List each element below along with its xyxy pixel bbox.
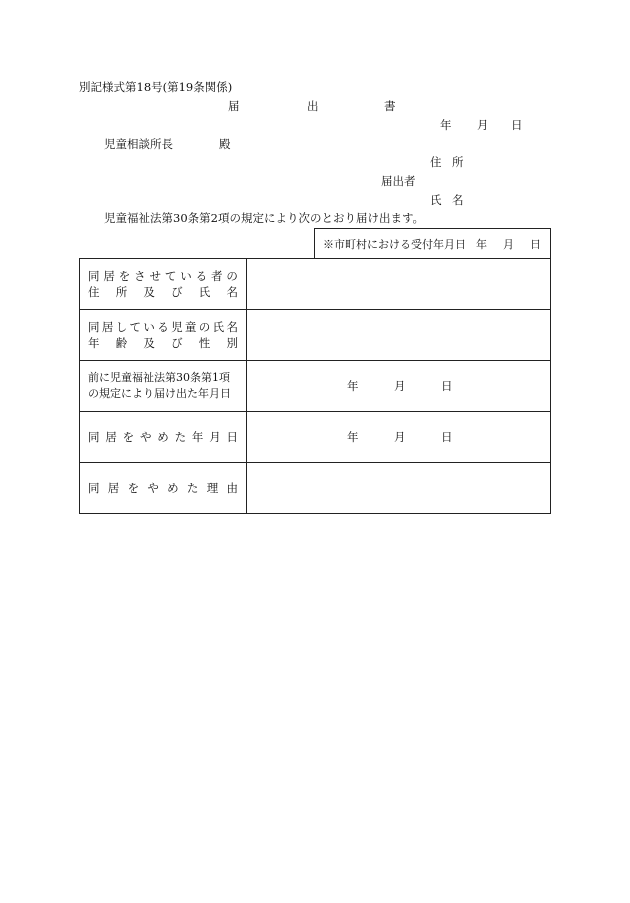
label-char: 及 [143,285,155,299]
table-row [80,463,551,514]
statement: 児童福祉法第30条第2項の規定により次のとおり届け出ます。 [104,211,425,225]
row-label-line [88,284,238,300]
label-char: 齢 [115,336,128,350]
name-label-char: 氏 [430,193,442,207]
value-day-label: 日 [441,379,453,393]
label-char: 同 [88,481,100,495]
label-char: 居 [107,481,120,495]
address-label-char: 住 [430,155,442,169]
label-char: 同 [88,430,100,444]
label-char: 由 [226,481,238,495]
label-char: 居 [105,430,117,444]
table-row [80,412,551,463]
value-month-label: 月 [394,430,406,444]
label-char: や [139,430,152,444]
label-char: 氏 [198,285,211,299]
address-label-char: 所 [452,155,464,169]
row-label-cohabitation-end-date [80,412,247,463]
label-char: て [164,269,177,283]
date-month-label: 月 [477,118,489,132]
value-year-label: 年 [347,430,359,444]
row-value-cohabitant-address-name[interactable] [247,259,551,310]
value-year-label: 年 [347,379,359,393]
value-day-label: 日 [441,430,453,444]
row-label-line: 前に児童福祉法第30条第1項 [88,371,230,384]
label-char: を [122,430,135,444]
date-year-label: 年 [440,118,452,132]
label-char: た [186,481,199,495]
label-char: 日 [226,430,238,444]
receipt-month-label: 月 [503,237,514,251]
row-label-child-name-age-sex [80,310,247,361]
label-char: 居 [101,320,114,334]
row-value-cohabitation-end-reason[interactable] [247,463,551,514]
row-label-cohabitation-end-reason [80,463,247,514]
label-char: 及 [143,336,155,350]
label-char: 年 [191,430,204,444]
label-char: 童 [184,320,197,334]
addressee-honorific: 殿 [219,137,231,151]
label-char: び [171,285,183,299]
label-char: の [198,320,211,334]
row-label-line [88,429,238,445]
label-char: 年 [88,336,100,350]
label-char: び [171,336,183,350]
receipt-year-label: 年 [476,237,487,251]
row-label-line [88,319,238,335]
row-value-previous-notification-date[interactable] [247,361,551,412]
row-value-child-name-age-sex[interactable] [247,310,551,361]
title-char: 出 [307,99,319,113]
table-row [80,310,551,361]
label-char: 所 [115,285,128,299]
row-label-line [88,480,238,496]
label-char: 同 [88,269,100,283]
submitter-label: 届出者 [381,174,416,188]
label-char: 住 [88,285,100,299]
form-number: 別記様式第18号(第19条関係) [79,80,233,94]
label-char: 同 [88,320,100,334]
name-label-char: 名 [452,193,464,207]
row-label-cohabitant-address-name [80,259,247,310]
label-char: 理 [206,481,219,495]
receipt-label: ※市町村における受付年月日 [323,237,466,251]
label-char: や [147,481,159,495]
label-char: し [115,320,128,334]
label-char: 別 [226,336,238,350]
row-label-line [88,268,238,284]
label-char: 居 [103,269,115,283]
label-char: い [143,320,155,334]
label-char: 者 [211,269,223,283]
label-char: 名 [226,285,238,299]
label-char: を [118,269,131,283]
title-char: 書 [384,99,396,113]
label-char: の [226,269,238,283]
receipt-day-label: 日 [530,237,541,251]
row-label-line: の規定により届け出た年月日 [88,387,231,400]
date-day-label: 日 [511,118,523,132]
row-label-line [88,335,238,351]
label-char: て [129,320,142,334]
table-row [80,361,551,412]
label-char: め [167,481,179,495]
label-char: る [157,320,169,334]
addressee-name: 児童相談所長 [104,137,173,151]
label-char: さ [134,269,146,283]
label-char: 性 [198,336,211,350]
title-char: 届 [228,99,240,113]
label-char: る [195,269,208,283]
label-char: 月 [209,430,221,444]
row-label-previous-notification-date [80,361,247,412]
value-month-label: 月 [394,379,406,393]
row-value-cohabitation-end-date[interactable] [247,412,551,463]
label-char: 名 [226,320,238,334]
receipt-date-box [314,228,551,258]
label-char: を [127,481,140,495]
notification-table [79,258,551,514]
label-char: め [157,430,169,444]
label-char: た [174,430,187,444]
label-char: 児 [171,320,183,334]
label-char: い [180,269,192,283]
table-row [80,259,551,310]
label-char: せ [149,269,161,283]
label-char: 氏 [212,320,225,334]
